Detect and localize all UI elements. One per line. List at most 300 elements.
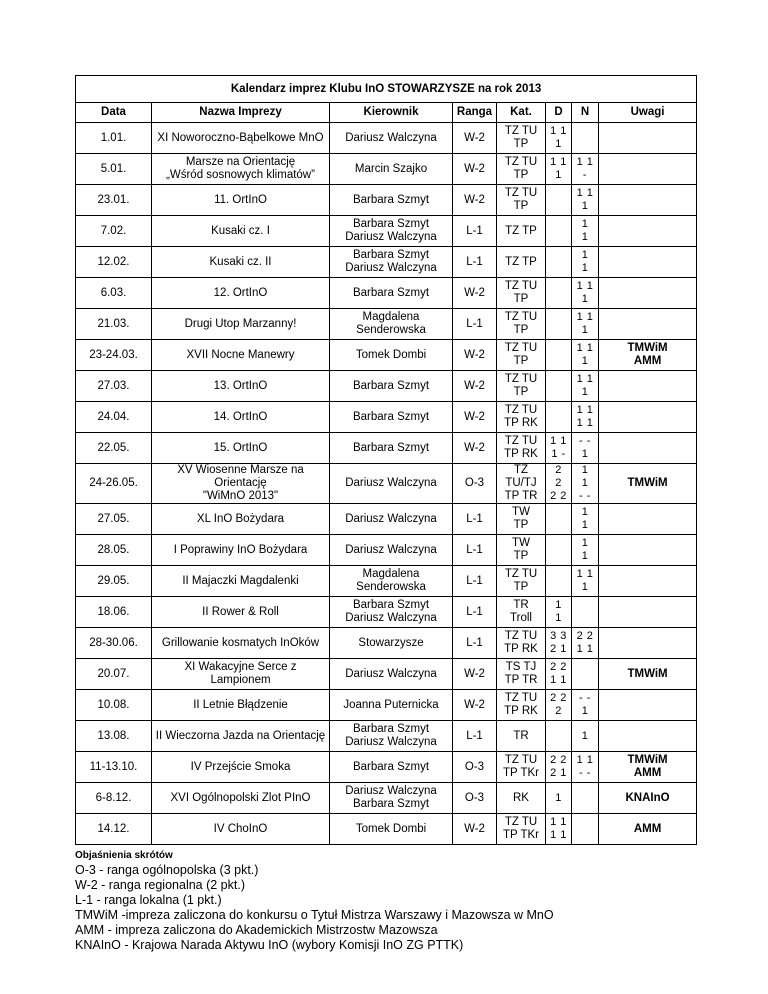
cell-leader-line: Dariusz Walczyna (345, 512, 437, 525)
cell-category (497, 123, 546, 154)
cell-rank-line: W-2 (464, 698, 485, 711)
cell-event-name (152, 814, 330, 845)
cell-event-name-line: 11. OrtInO (214, 193, 267, 206)
cell-leader (330, 721, 453, 752)
cell-rank-line: O-3 (464, 477, 485, 489)
cell-category-line: TZ TU (504, 311, 538, 323)
cell-d-line: 1 (555, 791, 562, 804)
cell-category-line: TP (513, 386, 529, 398)
table-row (76, 597, 697, 628)
cell-rank-line: W-2 (464, 441, 485, 454)
cell-leader-line: Tomek Dombi (355, 822, 427, 835)
cell-category (497, 690, 546, 721)
cell-event-name-line: II Letnie Błądzenie (193, 698, 288, 711)
cell-category-line: TZ (513, 464, 529, 476)
cell-leader-line: Barbara Szmyt (352, 379, 430, 392)
cell-n (572, 123, 599, 154)
cell-notes-line: TMWiM (627, 342, 668, 354)
cell-leader-line: Stowarzysze (358, 636, 424, 649)
cell-event-name (152, 340, 330, 371)
cell-event-name-line: 15. OrtInO (213, 441, 268, 454)
cell-category-line: TZ TU (504, 156, 538, 168)
cell-n (572, 659, 599, 690)
cell-leader-line: Tomek Dombi (355, 348, 427, 361)
header-uwagi: Uwagi (599, 103, 697, 123)
cell-date (76, 464, 152, 504)
cell-rank (453, 504, 497, 535)
cell-date-line: 6.03. (100, 286, 127, 299)
header-d: D (546, 103, 572, 123)
cell-n (572, 752, 599, 783)
cell-date-line: 22.05. (97, 441, 130, 454)
cell-date (76, 402, 152, 433)
table-row (76, 185, 697, 216)
cell-n (572, 216, 599, 247)
cell-rank (453, 433, 497, 464)
cell-n (572, 535, 599, 566)
cell-notes (599, 783, 697, 814)
cell-date (76, 278, 152, 309)
table-row (76, 309, 697, 340)
table-row (76, 504, 697, 535)
cell-n-line: 1 1 (576, 568, 594, 580)
cell-category-line: TP (513, 169, 529, 181)
cell-category (497, 783, 546, 814)
cell-n (572, 721, 599, 752)
cell-event-name-line: 13. OrtInO (213, 379, 268, 392)
cell-date (76, 628, 152, 659)
cell-category-line: TU/TJ (505, 477, 537, 489)
header-data: Data (76, 103, 152, 123)
cell-leader-line: Senderowska (356, 324, 426, 336)
cell-n-line: 1 1 (576, 643, 594, 655)
cell-event-name (152, 154, 330, 185)
cell-n (572, 597, 599, 628)
cell-d (546, 371, 572, 402)
events-body (76, 123, 697, 845)
cell-d (546, 216, 572, 247)
cell-notes (599, 721, 697, 752)
cell-leader (330, 752, 453, 783)
cell-d-line: 1 1 1 (550, 125, 567, 150)
cell-notes (599, 309, 697, 340)
cell-rank (453, 185, 497, 216)
cell-leader-line: Barbara Szmyt (352, 723, 430, 735)
cell-date (76, 659, 152, 690)
cell-date-line: 7.02. (100, 224, 127, 237)
cell-event-name-line: 14. OrtInO (213, 410, 268, 423)
cell-n-line: 1 1 (576, 404, 594, 416)
cell-date (76, 566, 152, 597)
cell-leader (330, 154, 453, 185)
cell-leader (330, 566, 453, 597)
cell-leader-line: Dariusz Walczyna (345, 667, 437, 680)
cell-date (76, 309, 152, 340)
cell-event-name (152, 309, 330, 340)
cell-notes (599, 216, 697, 247)
cell-d-line: 1 1 (550, 816, 567, 828)
cell-event-name-line: II Majaczki Magdalenki (182, 574, 299, 587)
cell-notes-line: AMM (633, 355, 662, 367)
cell-n-line: - - (579, 490, 591, 502)
cell-date-line: 1.01. (100, 131, 127, 144)
cell-d-line: 1 (555, 599, 562, 611)
cell-d (546, 783, 572, 814)
cell-date (76, 216, 152, 247)
cell-notes-line: TMWiM (627, 477, 668, 489)
cell-n-line: 1 (581, 355, 589, 367)
cell-d-line: 2 (555, 464, 562, 476)
cell-leader (330, 535, 453, 566)
cell-d (546, 814, 572, 845)
cell-category-line: TZ TU (504, 692, 538, 704)
cell-leader (330, 278, 453, 309)
cell-n (572, 154, 599, 185)
cell-date (76, 504, 152, 535)
cell-d-line: 2 2 (550, 490, 567, 502)
cell-category (497, 597, 546, 628)
cell-leader-line: Dariusz Walczyna (345, 262, 437, 274)
cell-notes (599, 504, 697, 535)
cell-rank (453, 371, 497, 402)
cell-date (76, 535, 152, 566)
cell-d (546, 123, 572, 154)
cell-leader-line: Barbara Szmyt (352, 218, 430, 230)
cell-date (76, 690, 152, 721)
cell-category (497, 278, 546, 309)
cell-n-line: 1 (581, 506, 589, 518)
cell-category (497, 628, 546, 659)
cell-n-line: 1 (581, 729, 589, 742)
cell-category-line: TZ TU (504, 125, 538, 137)
cell-d (546, 721, 572, 752)
cell-rank (453, 216, 497, 247)
cell-leader (330, 597, 453, 628)
cell-n (572, 185, 599, 216)
cell-leader-line: Magdalena (362, 311, 420, 323)
cell-date-line: 29.05. (97, 574, 130, 587)
cell-category (497, 504, 546, 535)
cell-d-line: 2 2 (550, 692, 567, 704)
cell-date-line: 23.01. (97, 193, 130, 206)
cell-d (546, 278, 572, 309)
cell-d-line: 3 3 (550, 630, 567, 642)
calendar-document (75, 75, 696, 953)
cell-rank-line: W-2 (464, 193, 485, 206)
cell-category-line: TZ TU (504, 630, 538, 642)
cell-n (572, 814, 599, 845)
cell-category (497, 535, 546, 566)
cell-leader (330, 402, 453, 433)
cell-rank (453, 123, 497, 154)
cell-category-line: TP (513, 581, 529, 593)
cell-category-line: TZ TP (505, 255, 537, 268)
legend-line: L-1 - ranga lokalna (1 pkt.) (75, 893, 222, 907)
cell-category-line: TP TKr (503, 829, 539, 841)
cell-d-line: 2 1 (550, 643, 567, 655)
cell-n-line: 1 (581, 581, 589, 593)
cell-category-line: TP (513, 200, 529, 212)
cell-event-name (152, 690, 330, 721)
cell-date (76, 185, 152, 216)
cell-notes-line: AMM (633, 822, 662, 835)
table-row (76, 535, 697, 566)
cell-date-line: 11-13.10. (89, 760, 138, 773)
table-row (76, 464, 697, 504)
cell-d-line: 2 2 (550, 754, 567, 766)
cell-leader (330, 247, 453, 278)
table-row (76, 371, 697, 402)
cell-date-line: 6-8.12. (95, 791, 132, 804)
cell-n (572, 783, 599, 814)
cell-category-line: TP (513, 550, 529, 562)
cell-d-line: 1 (555, 169, 562, 181)
header-kat: Kat. (497, 103, 546, 123)
cell-n-line: 1 1 (576, 311, 594, 323)
cell-rank-line: W-2 (464, 667, 485, 680)
cell-rank (453, 690, 497, 721)
cell-category (497, 216, 546, 247)
cell-d-line: 1 1 (550, 156, 567, 168)
table-row (76, 659, 697, 690)
cell-leader (330, 504, 453, 535)
cell-date-line: 14.12. (97, 822, 130, 835)
header-nazwa: Nazwa Imprezy (152, 103, 330, 123)
cell-date (76, 433, 152, 464)
cell-n-line: 1 (581, 218, 589, 230)
cell-date-line: 21.03. (97, 317, 130, 330)
cell-category-line: TP (513, 324, 529, 336)
cell-notes (599, 659, 697, 690)
cell-n-line: 1 (581, 705, 589, 717)
cell-n-line: 1 (581, 231, 589, 243)
cell-rank (453, 340, 497, 371)
cell-leader-line: Barbara Szmyt (352, 286, 430, 299)
cell-notes-line: TMWiM (627, 667, 668, 680)
cell-d (546, 433, 572, 464)
cell-category (497, 371, 546, 402)
cell-n-line: 1 (581, 464, 589, 476)
cell-notes (599, 247, 697, 278)
cell-leader (330, 123, 453, 154)
cell-n (572, 247, 599, 278)
cell-event-name-line: II Wieczorna Jazda na Orientację (155, 729, 326, 742)
cell-n-line: 1 1 (576, 342, 594, 354)
cell-event-name-line: IV ChoInO (213, 822, 268, 835)
cell-notes (599, 566, 697, 597)
cell-category (497, 721, 546, 752)
cell-leader (330, 433, 453, 464)
cell-n (572, 402, 599, 433)
cell-category-line: TP (513, 293, 529, 305)
cell-rank-line: L-1 (466, 512, 483, 525)
cell-category-line: TP (513, 355, 529, 367)
cell-rank-line: L-1 (466, 317, 483, 330)
cell-event-name (152, 752, 330, 783)
cell-notes (599, 123, 697, 154)
cell-category-line: TZ TU (504, 342, 538, 354)
cell-date-line: 24.04. (97, 410, 130, 423)
table-row (76, 752, 697, 783)
table-title: Kalendarz imprez Klubu InO STOWARZYSZE na rok 2013 (76, 76, 697, 103)
cell-rank (453, 659, 497, 690)
cell-event-name-line: Marsze na Orientację (185, 156, 296, 168)
cell-n (572, 628, 599, 659)
cell-rank-line: L-1 (466, 574, 483, 587)
table-row (76, 247, 697, 278)
cell-event-name (152, 123, 330, 154)
cell-category (497, 659, 546, 690)
cell-d-line: 2 (555, 477, 562, 489)
cell-notes (599, 278, 697, 309)
cell-rank (453, 628, 497, 659)
cell-rank (453, 566, 497, 597)
legend-lines (75, 863, 696, 953)
cell-category-line: TZ TU (504, 816, 538, 828)
cell-n-line: 1 (581, 249, 589, 261)
cell-notes (599, 402, 697, 433)
cell-n (572, 309, 599, 340)
cell-category-line: TP TR (504, 490, 538, 502)
cell-category (497, 247, 546, 278)
table-row (76, 566, 697, 597)
table-row (76, 123, 697, 154)
cell-event-name (152, 504, 330, 535)
cell-event-name (152, 433, 330, 464)
table-row (76, 340, 697, 371)
cell-category-line: TW (512, 506, 530, 518)
cell-d (546, 340, 572, 371)
cell-category-line: TP RK (504, 643, 538, 655)
cell-leader-line: Dariusz Walczyna (345, 543, 437, 556)
cell-rank (453, 535, 497, 566)
cell-notes-line: TMWiM (627, 754, 668, 766)
cell-notes (599, 371, 697, 402)
cell-n-line: 1 (581, 519, 589, 531)
cell-leader-line: Barbara Szmyt (352, 441, 430, 454)
cell-date (76, 814, 152, 845)
cell-n-line: 1 (581, 550, 589, 562)
cell-event-name (152, 402, 330, 433)
cell-event-name-line: 12. OrtInO (213, 286, 268, 299)
header-row (76, 103, 697, 123)
cell-event-name-line: XL InO Bożydara (196, 512, 285, 525)
cell-date-line: 28-30.06. (89, 636, 138, 649)
cell-rank-line: L-1 (466, 255, 483, 268)
cell-leader-line: Barbara Szmyt (352, 760, 430, 773)
cell-event-name-line: XVII Nocne Manewry (186, 348, 295, 361)
table-row (76, 721, 697, 752)
cell-event-name (152, 247, 330, 278)
cell-category-line: TP RK (504, 448, 538, 460)
table-row (76, 216, 697, 247)
cell-leader-line: Dariusz Walczyna (345, 736, 437, 748)
cell-date-line: 27.03. (97, 379, 130, 392)
cell-n (572, 690, 599, 721)
cell-n (572, 566, 599, 597)
cell-category-line: TZ TU (504, 568, 538, 580)
cell-n-line: 1 (581, 293, 589, 305)
cell-rank (453, 154, 497, 185)
cell-category-line: TP RK (504, 417, 538, 429)
cell-rank (453, 597, 497, 628)
cell-notes (599, 814, 697, 845)
cell-n-line: 1 (581, 537, 589, 549)
cell-event-name-line: XV Wiosenne Marsze na Orientację (177, 464, 304, 489)
cell-rank (453, 309, 497, 340)
cell-d-line: 2 1 (550, 767, 567, 779)
cell-category (497, 566, 546, 597)
cell-category (497, 814, 546, 845)
cell-event-name (152, 566, 330, 597)
cell-rank-line: L-1 (466, 543, 483, 556)
cell-date-line: 23-24.03. (89, 348, 138, 361)
cell-date-line: 27.05. (97, 512, 130, 525)
cell-rank-line: W-2 (464, 379, 485, 392)
cell-category-line: TZ TU (504, 373, 538, 385)
cell-event-name-line: XI Noworoczno-Bąbelkowe MnO (157, 131, 324, 144)
cell-notes (599, 752, 697, 783)
cell-rank-line: W-2 (464, 131, 485, 144)
cell-n-line: 1 (581, 262, 589, 274)
cell-d-line: 1 1 (550, 829, 567, 841)
cell-event-name (152, 628, 330, 659)
cell-event-name-line: Kusaki cz. I (211, 224, 270, 237)
header-ranga: Ranga (453, 103, 497, 123)
cell-rank-line: L-1 (466, 224, 483, 237)
cell-event-name (152, 278, 330, 309)
cell-leader-line: Senderowska (356, 581, 426, 593)
cell-d-line: 2 (555, 705, 562, 717)
cell-rank (453, 721, 497, 752)
cell-n-line: 1 (581, 386, 589, 398)
cell-event-name-line: II Rower & Roll (202, 605, 279, 618)
cell-d-line: 1 1 (550, 674, 567, 686)
cell-date-line: 5.01. (100, 162, 127, 175)
cell-category (497, 340, 546, 371)
cell-rank (453, 783, 497, 814)
cell-notes (599, 597, 697, 628)
cell-date (76, 123, 152, 154)
legend-line: AMM - impreza zaliczona do Akademickich Mistrzostw Mazowsza (75, 923, 438, 937)
cell-n-line: 1 (581, 448, 589, 460)
cell-leader (330, 783, 453, 814)
cell-leader-line: Magdalena (362, 568, 420, 580)
legend-line: KNAInO - Krajowa Narada Aktywu InO (wybory Komisji InO ZG PTTK) (75, 938, 464, 952)
cell-leader (330, 690, 453, 721)
cell-rank-line: W-2 (464, 286, 485, 299)
cell-n (572, 340, 599, 371)
cell-rank-line: W-2 (464, 162, 485, 175)
table-row (76, 690, 697, 721)
table-row (76, 154, 697, 185)
cell-leader (330, 371, 453, 402)
cell-n-line: - - (579, 692, 591, 704)
cell-event-name (152, 185, 330, 216)
cell-d (546, 659, 572, 690)
cell-category-line: TP RK (504, 705, 538, 717)
cell-leader-line: Dariusz Walczyna (345, 785, 437, 797)
cell-leader-line: Barbara Szmyt (352, 798, 430, 810)
cell-category-line: TW (512, 537, 530, 549)
cell-date (76, 154, 152, 185)
cell-leader (330, 814, 453, 845)
cell-rank-line: W-2 (464, 348, 485, 361)
cell-event-name (152, 659, 330, 690)
cell-event-name-line: XI Wakacyjne Serce z Lampionem (184, 661, 297, 686)
cell-category (497, 433, 546, 464)
cell-event-name (152, 464, 330, 504)
